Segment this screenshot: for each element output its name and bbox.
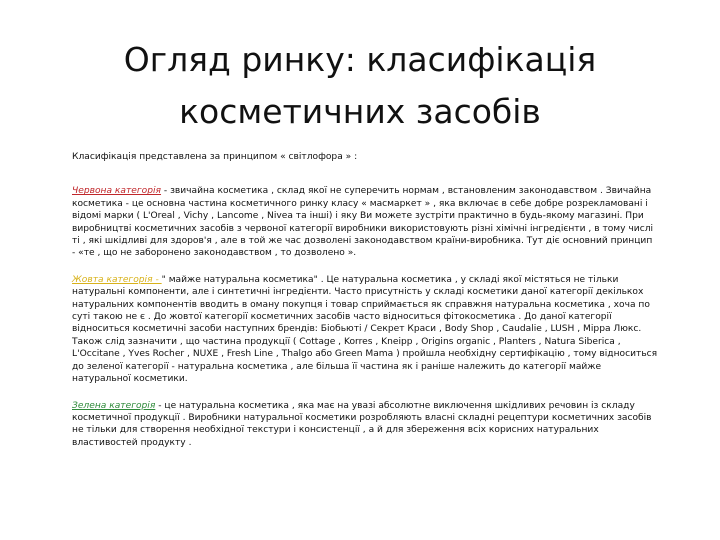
yellow-category-text: " майже натуральна косметика" . Це натуральна косметика , у складі якої містяться не тільки натуральні компоненти, але і синтетичні інгредієнти. Часто присутність у складі косметики даної категорії декількох натуральних компонентів вводить в оману покупця і товар сприймається як справжня натуральна косметика , хоча по суті такою не є . До жовтої категорії косметичних засобів часто відноситься фітокосметика . До даної категорії відноситься косметичні засоби наступних брендів: Біобьюті / Секрет Краси , Body Shop , Caudalie , LUSH , Міррa Люкс. Також слід зазначити , що частина продукції ( Cottage , Korres , Kneipp , Origins organic , Planters , Natura Siberica , L'Occitane , Yves Rocher , NUXE , Fresh Line , Thalgo або Green Mama ) пройшла необхідну сертифікацію , тому відноситься до зеленої категорії - натуральна косметика , але більша її частина як і раніше належить до категорії майже натуральної косметики. (72, 274, 658, 385)
red-category-label: Червона категорія (72, 186, 162, 197)
slide-body (72, 151, 658, 463)
green-category-label: Зелена категорія (72, 400, 156, 411)
yellow-category-label: Жовта категорія - (72, 274, 162, 285)
green-category-text: - це натуральна косметика , яка має на увазі абсолютне виключення шкідливих речовин із складу косметичної продукції . Виробники натуральної косметики розробляють власні складні рецептури косметичних засобів не тільки для створення необхідної текстури і консистенції , а й для збереження всіх корисних натуральних властивостей продукту . (72, 400, 652, 448)
red-category-text: - звичайна косметика , склад якої не суперечить нормам , встановленим законодавством . Звичайна косметика - це основна частина косметичного ринку класу « масмаркет » , яка включає в себе добре розрекламовані і відомі марки ( L'Oreal , Vichy , Lancome , Nivea та інші) і яку Ви можете зустріти практично в будь-якому магазині. При виробництві косметичних засобів з червоної категорії виробники використовують різні хімічні інгредієнти , в тому числі ті , які шкідливі для здоров'я , але в той же час дозволені законодавством країни-виробника. Тут діє основний принцип - «те , що не заборонено законодавством , то дозволено ». (72, 186, 654, 259)
green-category-paragraph (72, 400, 658, 450)
yellow-category-paragraph (72, 274, 658, 386)
slide-title (60, 34, 660, 138)
slide-title-line-2: косметичних засобів (179, 92, 541, 131)
intro-text: Класифікація представлена за принципом « світлофора » : (72, 152, 358, 162)
red-category-paragraph (72, 185, 658, 259)
slide-title-line-1: Огляд ринку: класифікація (123, 40, 597, 79)
